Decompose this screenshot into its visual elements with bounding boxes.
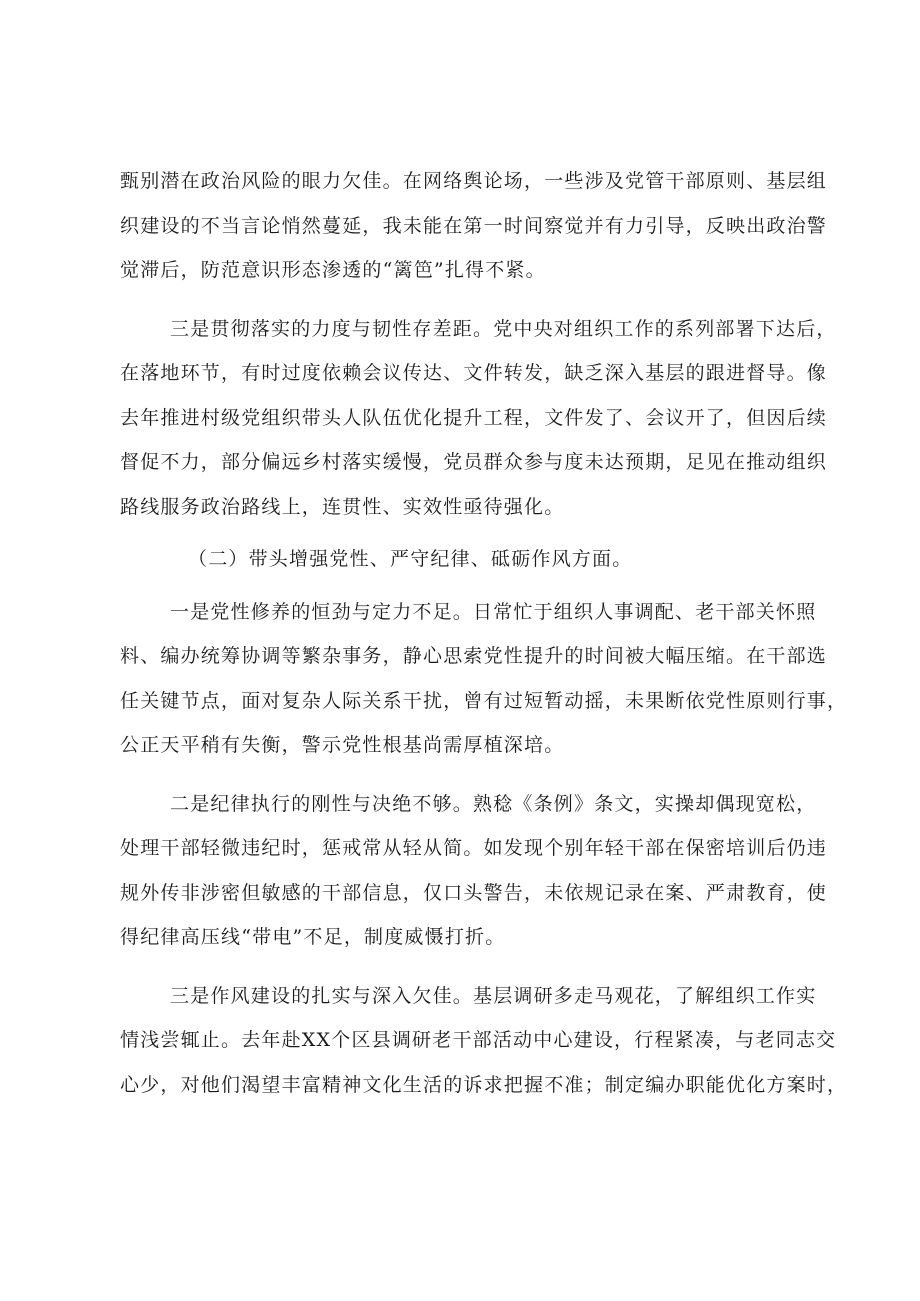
text-line: 规外传非涉密但敏感的干部信息，仅口头警告，未依规记录在案、严肃教育，使: [120, 881, 828, 904]
paragraph-discipline: [0, 782, 920, 960]
text-line: 二是纪律执行的刚性与决绝不够。熟稔《条例》条文，实操却偶现宽松，: [170, 792, 817, 815]
text-line: 得纪律高压线“带电”不足，制度威慑打折。: [120, 926, 506, 948]
text-line: 任关键节点，面对复杂人际关系干扰，曾有过短暂动摇，未果断依党性原则行事，: [120, 689, 848, 712]
text-line: 去年推进村级党组织带头人队伍优化提升工程，文件发了、会议开了，但因后续: [120, 406, 828, 429]
text-line: 三是贯彻落实的力度与韧性存差距。党中央对组织工作的系列部署下达后，: [170, 317, 837, 340]
paragraph-work-style: [0, 974, 920, 1108]
text-line: 督促不力，部分偏远乡村落实缓慢，党员群众参与度未达预期，足见在推动组织: [120, 451, 828, 473]
section-heading-text: （二）带头增强党性、严守纪律、砥砺作风方面。: [188, 548, 633, 570]
text-line: 情浅尝辄止。去年赴XX个区县调研老干部活动中心建设，行程紧凑，与老同志交: [120, 1029, 837, 1051]
paragraph-implementation: [0, 307, 920, 530]
document-body: [0, 159, 920, 1107]
text-line: 处理干部轻微违纪时，惩戒常从轻从简。如发现个别年轻干部在保密培训后仍违: [120, 837, 828, 859]
paragraph-gap: [0, 293, 920, 307]
text-line: 三是作风建设的扎实与深入欠佳。基层调研多走马观花，了解组织工作实: [170, 984, 817, 1007]
text-line: 料、编办统筹协调等繁杂事务，静心思索党性提升的时间被大幅压缩。在干部选: [120, 645, 828, 667]
text-line: 甄别潜在政治风险的眼力欠佳。在网络舆论场，一些涉及党管干部原则、基层组: [120, 170, 828, 192]
paragraph-political-risk: [0, 159, 920, 293]
paragraph-gap: [0, 582, 920, 590]
text-line: 心少，对他们渴望丰富精神文化生活的诉求把握不准；制定编办职能优化方案时，: [120, 1073, 848, 1096]
paragraph-gap: [0, 768, 920, 782]
paragraph-gap: [0, 529, 920, 537]
paragraph-gap: [0, 960, 920, 974]
text-line: 公正天平稍有失衡，警示党性根基尚需厚植深培。: [120, 734, 565, 756]
text-line: 路线服务政治路线上，连贯性、实效性亟待强化。: [120, 495, 565, 518]
text-line: 在落地环节，有时过度依赖会议传达、文件转发，缺乏深入基层的跟进督导。像: [120, 362, 828, 384]
text-line: 觉滞后，防范意识形态渗透的“篱笆”扎得不紧。: [120, 259, 546, 281]
paragraph-party-spirit: [0, 590, 920, 768]
section-heading: [0, 537, 920, 582]
text-line: 织建设的不当言论悄然蔓延，我未能在第一时间察觉并有力引导，反映出政治警: [120, 214, 828, 237]
text-line: 一是党性修养的恒劲与定力不足。日常忙于组织人事调配、老干部关怀照: [170, 600, 817, 623]
